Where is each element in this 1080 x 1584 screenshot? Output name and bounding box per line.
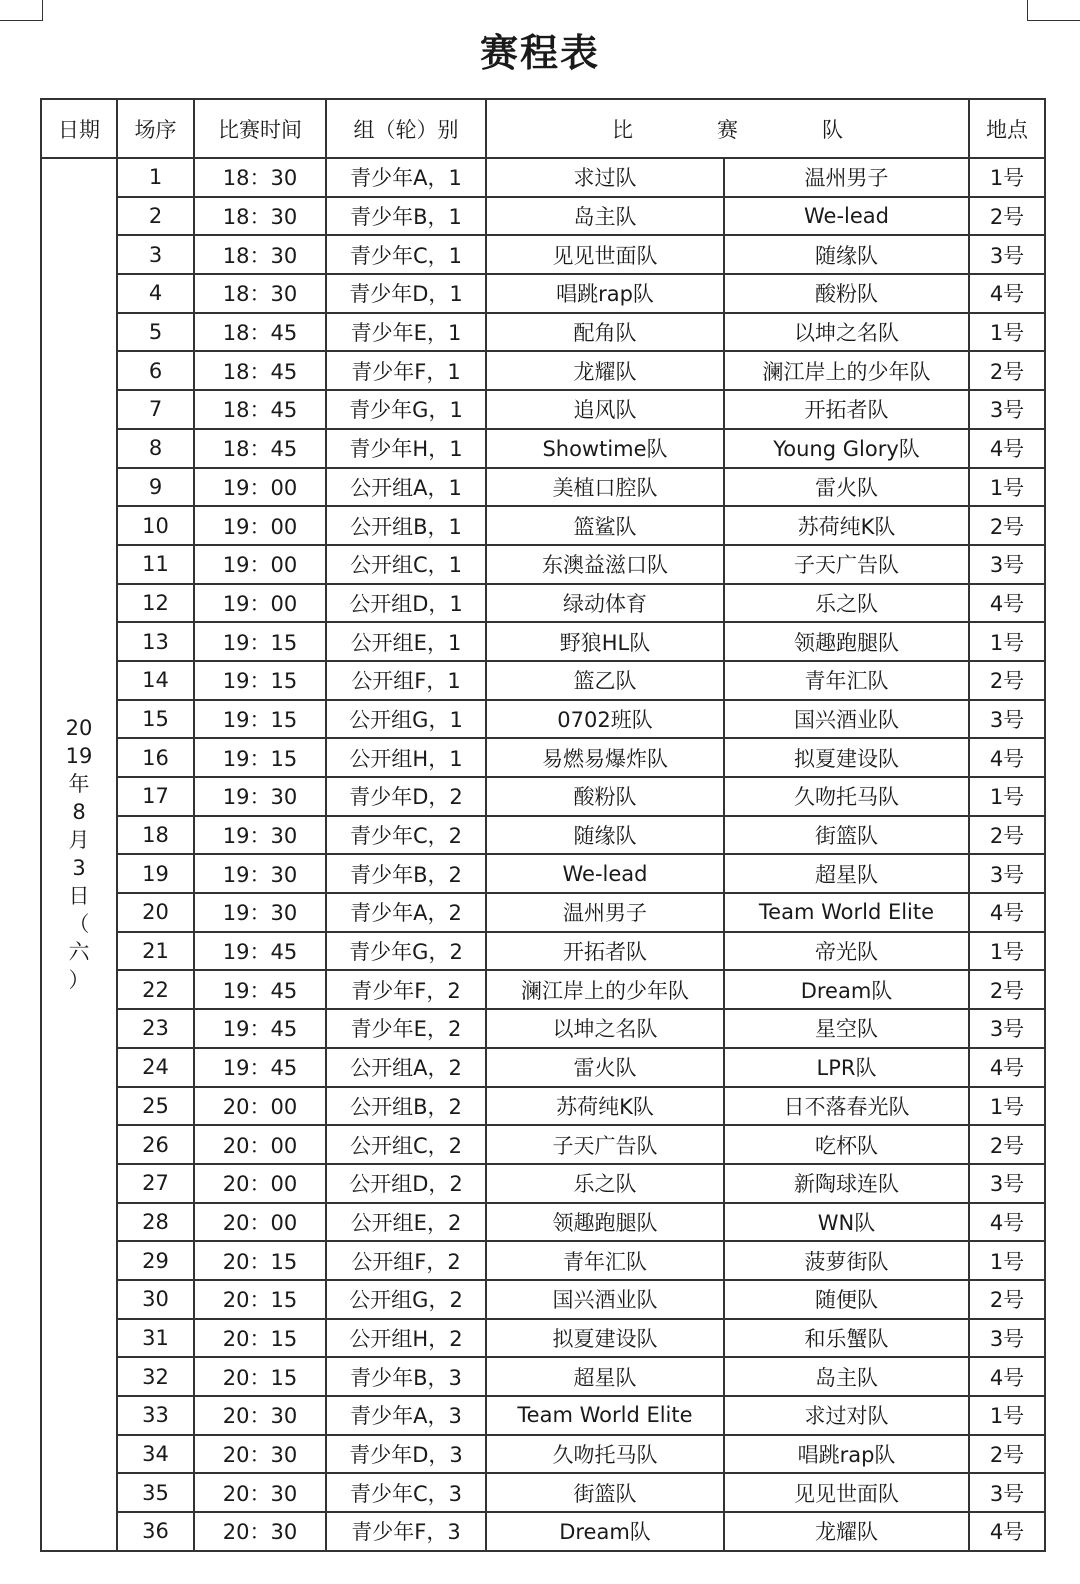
cell-seq: 34 [117,1435,194,1474]
cell-seq: 4 [117,274,194,313]
cell-team2: 吃杯队 [724,1125,969,1164]
cell-team2: 拟夏建设队 [724,738,969,777]
cell-seq: 3 [117,235,194,274]
cell-seq: 13 [117,622,194,661]
cell-group: 公开组G，1 [326,700,486,739]
header-venue: 地点 [969,99,1045,158]
cell-group: 青少年B，2 [326,854,486,893]
cell-team2: 求过对队 [724,1396,969,1435]
cell-seq: 31 [117,1319,194,1358]
cell-team1: 苏荷纯K队 [486,1087,724,1126]
cell-team1: 龙耀队 [486,351,724,390]
table-row [41,351,1045,390]
cell-team1: We-lead [486,854,724,893]
table-row [41,1203,1045,1242]
schedule-table [40,98,1046,1552]
cell-team2: 见见世面队 [724,1473,969,1512]
cell-team1: 绿动体育 [486,584,724,623]
cell-time: 18：45 [194,429,326,468]
cell-team2: 随缘队 [724,235,969,274]
cell-team1: 随缘队 [486,816,724,855]
cell-seq: 12 [117,584,194,623]
cell-team2: 和乐蟹队 [724,1319,969,1358]
table-row [41,274,1045,313]
cell-venue: 1号 [969,1241,1045,1280]
cell-time: 20：30 [194,1435,326,1474]
cell-team1: 岛主队 [486,197,724,236]
date-char: （ [68,912,90,937]
cell-venue: 3号 [969,1473,1045,1512]
cell-time: 19：15 [194,738,326,777]
cell-venue: 2号 [969,1280,1045,1319]
cell-group: 青少年F，1 [326,351,486,390]
table-row [41,1087,1045,1126]
cell-time: 20：00 [194,1164,326,1203]
table-row [41,1319,1045,1358]
cell-group: 青少年B，3 [326,1357,486,1396]
cell-team1: 温州男子 [486,893,724,932]
cell-time: 19：00 [194,545,326,584]
cell-venue: 1号 [969,158,1045,197]
cell-time: 20：15 [194,1280,326,1319]
cell-venue: 2号 [969,816,1045,855]
cell-team1: 雷火队 [486,1048,724,1087]
cell-team1: 国兴酒业队 [486,1280,724,1319]
cell-time: 18：30 [194,274,326,313]
table-row [41,506,1045,545]
header-match-char-2: 赛 [717,117,738,142]
table-row [41,584,1045,623]
cell-seq: 11 [117,545,194,584]
cell-group: 青少年F，2 [326,970,486,1009]
cell-venue: 4号 [969,893,1045,932]
cell-team1: Team World Elite [486,1396,724,1435]
cell-seq: 5 [117,313,194,352]
cell-seq: 18 [117,816,194,855]
cell-group: 青少年D，3 [326,1435,486,1474]
cell-seq: 35 [117,1473,194,1512]
cell-team1: 配角队 [486,313,724,352]
cell-time: 19：00 [194,584,326,623]
cell-seq: 24 [117,1048,194,1087]
cell-time: 19：15 [194,700,326,739]
cell-time: 18：45 [194,351,326,390]
cell-team1: 酸粉队 [486,777,724,816]
date-char: 月 [68,828,90,853]
cell-time: 20：00 [194,1087,326,1126]
table-row [41,197,1045,236]
cell-team2: Young Glory队 [724,429,969,468]
table-row [41,738,1045,777]
cell-group: 青少年C，3 [326,1473,486,1512]
cell-team1: 青年汇队 [486,1241,724,1280]
cell-venue: 2号 [969,351,1045,390]
cell-venue: 1号 [969,932,1045,971]
cell-venue: 3号 [969,854,1045,893]
cell-team2: 国兴酒业队 [724,700,969,739]
cell-time: 19：30 [194,854,326,893]
cell-group: 公开组C，2 [326,1125,486,1164]
cell-time: 19：15 [194,622,326,661]
crop-mark-right [1027,0,1080,21]
header-group: 组（轮）别 [326,99,486,158]
cell-group: 公开组A，1 [326,468,486,507]
cell-venue: 3号 [969,700,1045,739]
cell-time: 18：30 [194,197,326,236]
cell-time: 20：00 [194,1203,326,1242]
cell-time: 19：45 [194,1009,326,1048]
header-match-char-3: 队 [822,117,843,142]
cell-group: 公开组A，2 [326,1048,486,1087]
cell-team2: Dream队 [724,970,969,1009]
cell-team2: LPR队 [724,1048,969,1087]
cell-team1: 乐之队 [486,1164,724,1203]
cell-venue: 1号 [969,777,1045,816]
cell-team2: 街篮队 [724,816,969,855]
cell-seq: 2 [117,197,194,236]
date-char: 8 [72,800,86,825]
table-row [41,970,1045,1009]
cell-group: 公开组F，1 [326,661,486,700]
cell-venue: 1号 [969,313,1045,352]
cell-venue: 3号 [969,390,1045,429]
cell-team1: 篮乙队 [486,661,724,700]
cell-time: 18：45 [194,313,326,352]
cell-team1: 见见世面队 [486,235,724,274]
cell-seq: 16 [117,738,194,777]
table-row [41,661,1045,700]
date-char: 3 [72,856,86,881]
cell-venue: 2号 [969,661,1045,700]
table-row [41,429,1045,468]
table-row [41,235,1045,274]
cell-team2: 星空队 [724,1009,969,1048]
cell-team1: 易燃易爆炸队 [486,738,724,777]
cell-team1: 0702班队 [486,700,724,739]
cell-seq: 25 [117,1087,194,1126]
date-cell [41,158,117,1551]
cell-time: 20：00 [194,1125,326,1164]
table-row [41,1396,1045,1435]
cell-group: 青少年F，3 [326,1512,486,1551]
cell-team2: 新陶球连队 [724,1164,969,1203]
cell-team2: 开拓者队 [724,390,969,429]
cell-team2: WN队 [724,1203,969,1242]
cell-team2: 澜江岸上的少年队 [724,351,969,390]
cell-venue: 4号 [969,738,1045,777]
cell-group: 青少年H，1 [326,429,486,468]
cell-seq: 10 [117,506,194,545]
cell-team1: 东澳益滋口队 [486,545,724,584]
date-char: 日 [68,884,90,909]
table-row [41,1241,1045,1280]
cell-group: 青少年D，2 [326,777,486,816]
cell-group: 青少年A，1 [326,158,486,197]
cell-seq: 29 [117,1241,194,1280]
cell-team2: We-lead [724,197,969,236]
table-row [41,468,1045,507]
cell-team1: 超星队 [486,1357,724,1396]
cell-time: 20：15 [194,1319,326,1358]
cell-team1: 求过队 [486,158,724,197]
table-row [41,893,1045,932]
cell-team2: 帝光队 [724,932,969,971]
cell-venue: 2号 [969,506,1045,545]
table-row [41,313,1045,352]
cell-time: 18：30 [194,235,326,274]
table-row [41,854,1045,893]
cell-team1: 唱跳rap队 [486,274,724,313]
cell-venue: 3号 [969,1009,1045,1048]
cell-team2: 苏荷纯K队 [724,506,969,545]
cell-venue: 1号 [969,468,1045,507]
cell-venue: 4号 [969,1048,1045,1087]
cell-team2: 唱跳rap队 [724,1435,969,1474]
date-char: 年 [68,772,90,797]
cell-venue: 4号 [969,584,1045,623]
cell-seq: 17 [117,777,194,816]
cell-team1: 美植口腔队 [486,468,724,507]
cell-venue: 4号 [969,1357,1045,1396]
cell-team2: 随便队 [724,1280,969,1319]
table-row [41,777,1045,816]
cell-seq: 27 [117,1164,194,1203]
table-row [41,1512,1045,1551]
cell-venue: 1号 [969,622,1045,661]
cell-venue: 4号 [969,1512,1045,1551]
cell-team2: 久吻托马队 [724,777,969,816]
crop-mark-left [0,0,43,21]
cell-venue: 4号 [969,429,1045,468]
table-row [41,545,1045,584]
cell-team1: Dream队 [486,1512,724,1551]
table-row [41,1125,1045,1164]
cell-seq: 1 [117,158,194,197]
cell-seq: 14 [117,661,194,700]
cell-group: 青少年E，2 [326,1009,486,1048]
cell-time: 19：00 [194,468,326,507]
cell-group: 青少年G，1 [326,390,486,429]
cell-time: 19：45 [194,932,326,971]
cell-seq: 15 [117,700,194,739]
cell-team1: 澜江岸上的少年队 [486,970,724,1009]
table-row [41,1048,1045,1087]
cell-venue: 1号 [969,1087,1045,1126]
cell-team2: 以坤之名队 [724,313,969,352]
date-char: 19 [65,744,93,769]
cell-seq: 23 [117,1009,194,1048]
cell-team2: 酸粉队 [724,274,969,313]
cell-team2: 子天广告队 [724,545,969,584]
cell-venue: 3号 [969,1319,1045,1358]
cell-time: 19：30 [194,893,326,932]
cell-team1: 拟夏建设队 [486,1319,724,1358]
cell-team1: 追风队 [486,390,724,429]
cell-group: 公开组H，2 [326,1319,486,1358]
cell-seq: 33 [117,1396,194,1435]
cell-team2: 岛主队 [724,1357,969,1396]
cell-seq: 21 [117,932,194,971]
cell-group: 公开组B，2 [326,1087,486,1126]
cell-team1: 领趣跑腿队 [486,1203,724,1242]
cell-venue: 3号 [969,235,1045,274]
cell-group: 青少年G，2 [326,932,486,971]
cell-group: 青少年A，3 [326,1396,486,1435]
cell-seq: 22 [117,970,194,1009]
cell-seq: 20 [117,893,194,932]
date-char: 20 [65,716,93,741]
cell-team2: Team World Elite [724,893,969,932]
table-row [41,622,1045,661]
table-row [41,158,1045,197]
cell-group: 青少年E，1 [326,313,486,352]
table-row [41,390,1045,429]
cell-group: 公开组B，1 [326,506,486,545]
cell-group: 青少年B，1 [326,197,486,236]
page-title: 赛程表 [479,31,600,75]
cell-team1: Showtime队 [486,429,724,468]
cell-seq: 28 [117,1203,194,1242]
cell-group: 公开组C，1 [326,545,486,584]
header-match-char-1: 比 [612,117,633,142]
cell-team2: 日不落春光队 [724,1087,969,1126]
cell-team2: 龙耀队 [724,1512,969,1551]
cell-team1: 篮鲨队 [486,506,724,545]
cell-team1: 以坤之名队 [486,1009,724,1048]
table-row [41,1357,1045,1396]
cell-venue: 3号 [969,545,1045,584]
cell-group: 青少年C，2 [326,816,486,855]
table-row [41,816,1045,855]
date-char: 六 [68,940,90,965]
table-row [41,1473,1045,1512]
cell-group: 公开组F，2 [326,1241,486,1280]
table-row [41,1280,1045,1319]
cell-time: 20：15 [194,1241,326,1280]
cell-team2: 青年汇队 [724,661,969,700]
header-time: 比赛时间 [194,99,326,158]
cell-team1: 子天广告队 [486,1125,724,1164]
cell-team1: 街篮队 [486,1473,724,1512]
table-row [41,932,1045,971]
cell-team2: 超星队 [724,854,969,893]
cell-group: 公开组E，1 [326,622,486,661]
cell-time: 19：45 [194,1048,326,1087]
cell-seq: 7 [117,390,194,429]
cell-time: 20：15 [194,1357,326,1396]
cell-team2: 领趣跑腿队 [724,622,969,661]
cell-time: 20：30 [194,1396,326,1435]
cell-time: 20：30 [194,1473,326,1512]
table-row [41,1164,1045,1203]
cell-time: 19：30 [194,777,326,816]
schedule-body [41,158,1045,1551]
header-match [486,99,969,158]
cell-group: 公开组E，2 [326,1203,486,1242]
cell-group: 公开组D，2 [326,1164,486,1203]
cell-team1: 开拓者队 [486,932,724,971]
cell-group: 公开组D，1 [326,584,486,623]
cell-seq: 6 [117,351,194,390]
cell-venue: 4号 [969,1203,1045,1242]
cell-seq: 26 [117,1125,194,1164]
cell-team2: 温州男子 [724,158,969,197]
cell-team1: 野狼HL队 [486,622,724,661]
cell-time: 20：30 [194,1512,326,1551]
table-row [41,700,1045,739]
cell-seq: 32 [117,1357,194,1396]
header-date: 日期 [41,99,117,158]
cell-seq: 19 [117,854,194,893]
cell-seq: 9 [117,468,194,507]
cell-venue: 2号 [969,197,1045,236]
header-seq: 场序 [117,99,194,158]
cell-team2: 菠萝街队 [724,1241,969,1280]
cell-time: 19：15 [194,661,326,700]
date-char: ） [68,968,90,993]
table-row [41,1435,1045,1474]
cell-group: 青少年C，1 [326,235,486,274]
cell-venue: 1号 [969,1396,1045,1435]
cell-time: 18：30 [194,158,326,197]
cell-group: 公开组H，1 [326,738,486,777]
cell-venue: 2号 [969,970,1045,1009]
cell-time: 19：45 [194,970,326,1009]
header-row [41,99,1045,158]
cell-time: 19：30 [194,816,326,855]
cell-group: 青少年A，2 [326,893,486,932]
cell-time: 18：45 [194,390,326,429]
cell-team2: 乐之队 [724,584,969,623]
cell-venue: 2号 [969,1435,1045,1474]
cell-venue: 2号 [969,1125,1045,1164]
cell-seq: 36 [117,1512,194,1551]
cell-team1: 久吻托马队 [486,1435,724,1474]
cell-venue: 4号 [969,274,1045,313]
cell-time: 19：00 [194,506,326,545]
cell-venue: 3号 [969,1164,1045,1203]
cell-seq: 30 [117,1280,194,1319]
cell-group: 青少年D，1 [326,274,486,313]
cell-team2: 雷火队 [724,468,969,507]
cell-seq: 8 [117,429,194,468]
table-row [41,1009,1045,1048]
cell-group: 公开组G，2 [326,1280,486,1319]
